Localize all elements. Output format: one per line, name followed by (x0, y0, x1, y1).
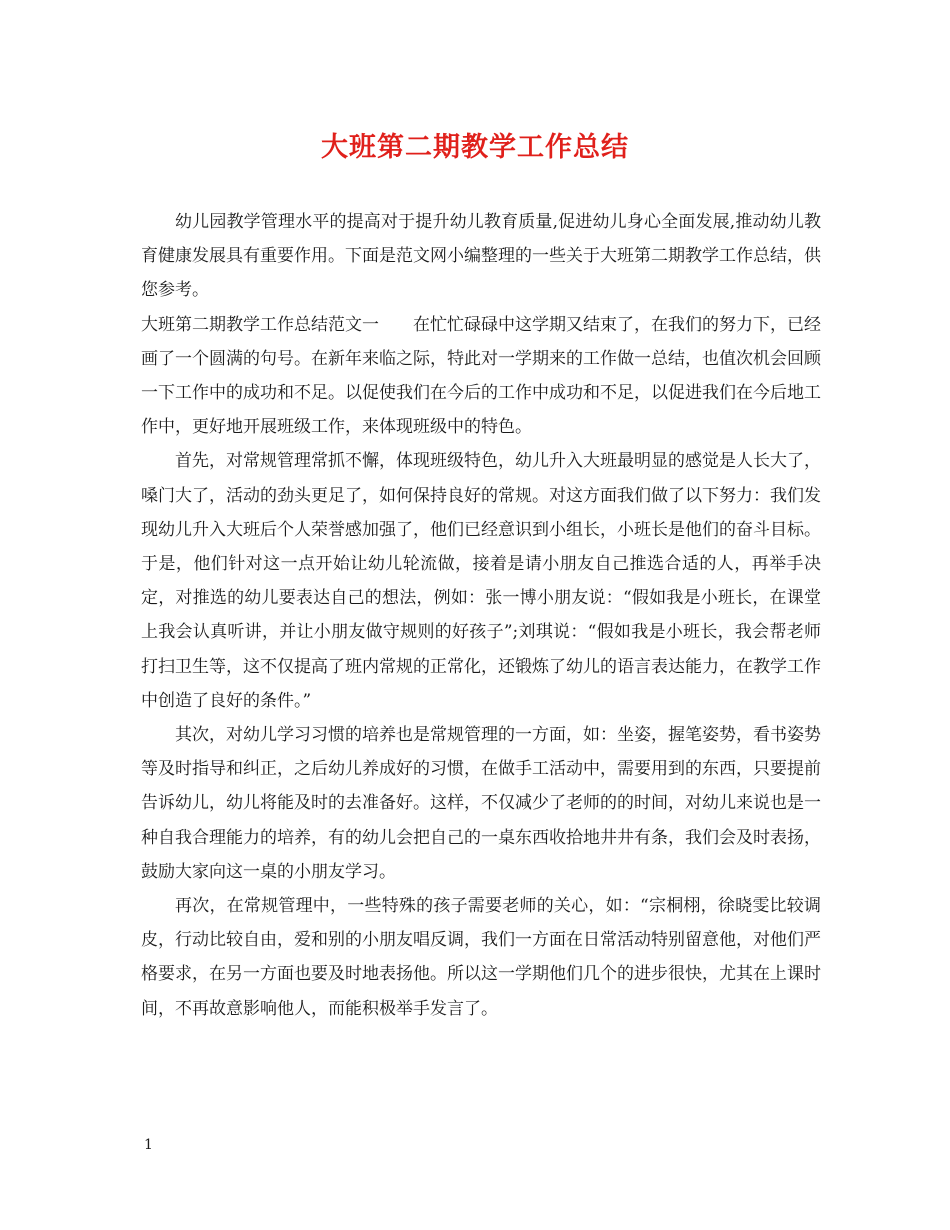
page-number: 1 (144, 1137, 153, 1153)
document-body (141, 205, 821, 1026)
paragraph-second-point: 其次，对幼儿学习习惯的培养也是常规管理的一方面，如：坐姿，握笔姿势，看书姿势等及时指导和纠正，之后幼儿养成好的习惯，在做手工活动中，需要用到的东西，只要提前告诉幼儿，幼儿将能及时的去准备好。这样，不仅减少了老师的的时间，对幼儿来说也是一种自我合理能力的培养，有的幼儿会把自己的一桌东西收拾地井井有条，我们会及时表扬，鼓励大家向这一桌的小朋友学习。 (141, 725, 821, 882)
document-title: 大班第二期教学工作总结 (321, 132, 629, 163)
paragraph-intro: 幼儿园教学管理水平的提高对于提升幼儿教育质量,促进幼儿身心全面发展,推动幼儿教育健康发展具有重要作用。下面是范文网小编整理的一些关于大班第二期教学工作总结，供您参考。 (141, 212, 821, 301)
paragraph-first-point: 首先，对常规管理常抓不懈，体现班级特色，幼儿升入大班最明显的感觉是人长大了，嗓门大了，活动的劲头更足了，如何保持良好的常规。对这方面我们做了以下努力：我们发现幼儿升入大班后个人荣誉感加强了，他们已经意识到小组长，小班长是他们的奋斗目标。于是，他们针对这一点开始让幼儿轮流做，接着是请小朋友自己推选合适的人，再举手决定，对推选的幼儿要表达自己的想法，例如：张一博小朋友说：“假如我是小班长，在课堂上我会认真听讲，并让小朋友做守规则的好孩子”;刘琪说：“假如我是小班长，我会帮老师打扫卫生等，这不仅提高了班内常规的正常化，还锻炼了幼儿的语言表达能力，在教学工作中创造了良好的条件。” (141, 451, 821, 711)
paragraph-third-point: 再次，在常规管理中，一些特殊的孩子需要老师的关心，如：“宗桐栩，徐晓雯比较调皮，行动比较自由，爱和别的小朋友唱反调，我们一方面在日常活动特别留意他，对他们严格要求，在另一方面也要及时地表扬他。所以这一学期他们几个的进步很快，尤其在上课时间，不再故意影响他人，而能积极举手发言了。 (141, 896, 821, 1019)
paragraph-sample-one: 大班第二期教学工作总结范文一 在忙忙碌碌中这学期又结束了，在我们的努力下，已经画了一个圆满的句号。在新年来临之际，特此对一学期来的工作做一总结，也值次机会回顾一下工作中的成功和不足。以促使我们在今后的工作中成功和不足，以促进我们在今后地工作中，更好地开展班级工作，来体现班级中的特色。 (141, 314, 821, 438)
